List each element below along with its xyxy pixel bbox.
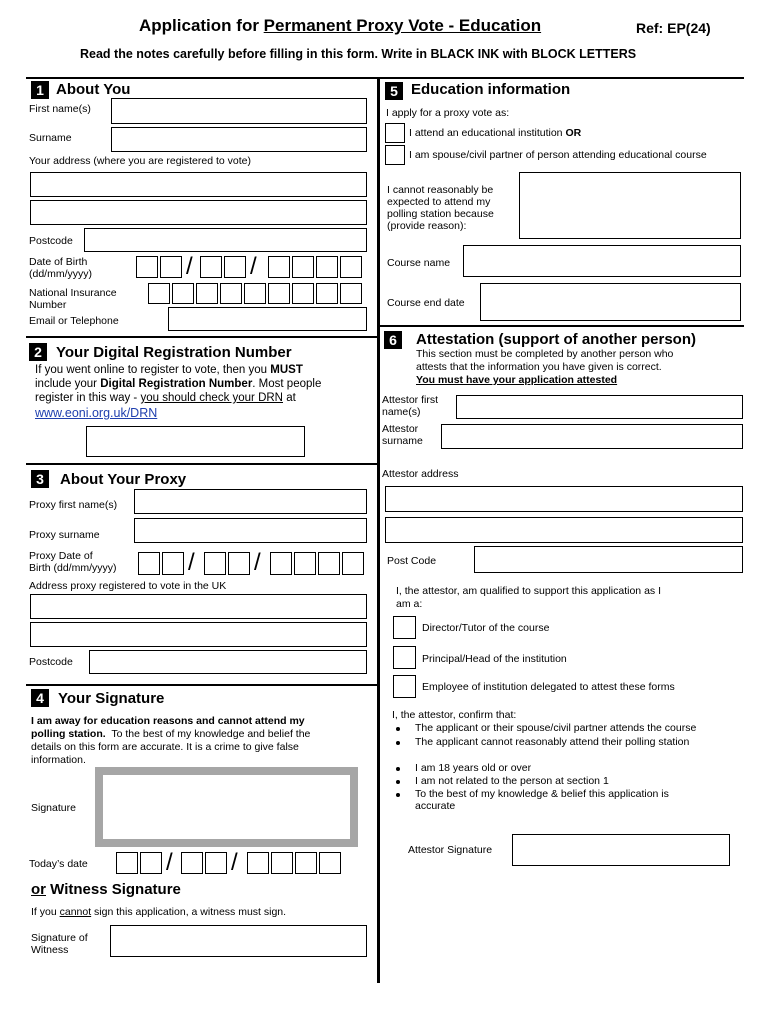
confirm-item-2: The applicant cannot reasonably attend their polling station <box>415 736 690 748</box>
confirm-label: I, the attestor, confirm that: <box>392 709 517 721</box>
dob-month-2[interactable] <box>224 256 246 278</box>
drn-must: MUST <box>270 364 303 376</box>
nin-box[interactable] <box>148 283 170 304</box>
witness-signature-input[interactable] <box>110 925 367 957</box>
witness-cannot: cannot <box>59 906 92 918</box>
employee-option-label: Employee of institution delegated to attest these forms <box>422 681 675 693</box>
section-3-number: 3 <box>31 470 49 488</box>
proxy-address-line-1-input[interactable] <box>30 594 367 619</box>
postcode-input[interactable] <box>84 228 367 252</box>
email-label: Email or Telephone <box>29 315 119 327</box>
first-names-input[interactable] <box>111 98 367 124</box>
declaration-line2 <box>31 728 310 740</box>
nin-box[interactable] <box>196 283 218 304</box>
postcode-label: Postcode <box>29 235 73 247</box>
confirm-item-5 <box>415 788 669 812</box>
date-day-1[interactable] <box>116 852 138 874</box>
s3-bottom-rule <box>26 684 377 686</box>
date-separator: / <box>254 549 261 576</box>
bullet <box>396 780 400 784</box>
nin-box[interactable] <box>268 283 290 304</box>
dob-day-2[interactable] <box>160 256 182 278</box>
center-divider <box>377 78 380 983</box>
reason-line2: expected to attend my <box>387 196 491 208</box>
proxy-dob-year-4[interactable] <box>342 552 364 575</box>
attest-intro-line1: This section must be completed by another person who <box>416 348 674 360</box>
s2-bottom-rule <box>26 463 377 465</box>
s5-bottom-rule <box>380 325 744 327</box>
proxy-address-label: Address proxy registered to vote in the UK <box>29 580 227 592</box>
attestor-address-line-1-input[interactable] <box>385 486 743 512</box>
witness-title <box>31 881 181 898</box>
declaration-line3: details on this form are accurate. It is a crime to give false <box>31 741 299 753</box>
drn-link[interactable]: www.eoni.org.uk/DRN <box>35 406 158 420</box>
declaration-line1: I am away for education reasons and cannot attend my <box>31 715 305 727</box>
date-separator: / <box>186 253 193 280</box>
proxy-dob-month-2[interactable] <box>228 552 250 575</box>
drn-check-underlined: you should check your DRN <box>140 392 283 404</box>
proxy-dob-label <box>29 550 117 574</box>
attestor-postcode-label: Post Code <box>387 555 437 567</box>
attestor-surname-label <box>382 423 423 447</box>
declaration-text: To the best of my knowledge and belief the <box>111 728 311 740</box>
section-2-number: 2 <box>29 343 47 361</box>
date-year-3[interactable] <box>295 852 317 874</box>
witness-instr-c: sign this application, a witness must sign. <box>91 906 287 918</box>
confirm-item-5b: accurate <box>415 800 456 813</box>
director-checkbox[interactable] <box>393 616 416 639</box>
nin-label-line1: National Insurance <box>29 287 117 299</box>
course-end-input[interactable] <box>480 283 741 321</box>
nin-box[interactable] <box>172 283 194 304</box>
attestor-first-names-input[interactable] <box>456 395 743 419</box>
dob-label-line1: Date of Birth <box>29 256 88 268</box>
dob-year-2[interactable] <box>292 256 314 278</box>
address-line-2-input[interactable] <box>30 200 367 225</box>
section-1-title: About You <box>56 81 131 98</box>
attestor-first-names-label <box>382 394 438 418</box>
nin-box[interactable] <box>340 283 362 304</box>
attestor-first-line1: Attestor first <box>382 394 439 406</box>
spouse-checkbox[interactable] <box>385 145 405 165</box>
section-6-title: Attestation (support of another person) <box>416 331 696 348</box>
section-1-number: 1 <box>31 81 49 99</box>
dob-year-4[interactable] <box>340 256 362 278</box>
declaration-bold: polling station. <box>31 728 106 740</box>
witness-instruction <box>31 906 286 918</box>
proxy-first-names-label: Proxy first name(s) <box>29 499 118 511</box>
attestor-signature-label: Attestor Signature <box>408 844 493 856</box>
proxy-dob-year-1[interactable] <box>270 552 292 575</box>
spouse-option-label: I am spouse/civil partner of person attending educational course <box>409 149 707 161</box>
section-2-title: Your Digital Registration Number <box>56 344 292 361</box>
todays-date-label: Today’s date <box>29 858 88 870</box>
student-checkbox[interactable] <box>385 123 405 143</box>
reference-number: Ref: EP(24) <box>636 20 711 36</box>
date-month-1[interactable] <box>181 852 203 874</box>
nin-label <box>29 287 117 311</box>
nin-box[interactable] <box>292 283 314 304</box>
signature-label: Signature <box>31 802 76 814</box>
course-name-input[interactable] <box>463 245 741 277</box>
proxy-dob-day-1[interactable] <box>138 552 160 575</box>
drn-text-line2 <box>35 378 321 391</box>
witness-or: or <box>31 881 46 898</box>
nin-box[interactable] <box>220 283 242 304</box>
section-4-number: 4 <box>31 689 49 707</box>
student-option-text: I attend an educational institution <box>409 127 566 139</box>
top-divider <box>26 77 744 79</box>
reason-input[interactable] <box>519 172 741 239</box>
witness-sig-line2: Witness <box>31 944 69 957</box>
date-year-4[interactable] <box>319 852 341 874</box>
section-5-title: Education information <box>411 81 571 98</box>
attest-intro-line2: attests that the information you have given is correct. <box>416 361 662 373</box>
nin-box[interactable] <box>316 283 338 304</box>
attestor-address-label: Attestor address <box>382 468 459 480</box>
proxy-dob-line2: Birth (dd/mm/yyyy) <box>29 562 117 575</box>
bullet <box>396 741 400 745</box>
address-line-1-input[interactable] <box>30 172 367 197</box>
attestor-postcode-input[interactable] <box>474 546 743 573</box>
first-names-label: First name(s) <box>29 103 91 115</box>
drn-text-2c: . Most people <box>252 378 322 390</box>
signature-input[interactable] <box>103 775 350 839</box>
attestor-surname-line2: surname <box>382 435 423 448</box>
title-underlined: Permanent Proxy Vote - Education <box>263 16 542 35</box>
drn-term: Digital Registration Number <box>100 378 253 390</box>
declaration-line4: information. <box>31 754 86 766</box>
qualified-line2: am a: <box>396 598 423 610</box>
course-name-label: Course name <box>387 257 451 269</box>
dob-day-1[interactable] <box>136 256 158 278</box>
surname-label: Surname <box>29 132 72 144</box>
confirm-item-5a: To the best of my knowledge & belief this application is <box>415 788 669 800</box>
dob-year-1[interactable] <box>268 256 290 278</box>
proxy-dob-month-1[interactable] <box>204 552 226 575</box>
attestor-first-line2: name(s) <box>382 406 421 419</box>
date-separator: / <box>250 253 257 280</box>
attest-required: You must have your application attested <box>416 374 618 386</box>
proxy-address-line-2-input[interactable] <box>30 622 367 647</box>
proxy-dob-line1: Proxy Date of <box>29 550 93 562</box>
date-separator: / <box>166 849 173 876</box>
drn-text-3c: at <box>283 392 296 404</box>
form-title <box>139 16 541 36</box>
attestor-signature-input[interactable] <box>512 834 730 866</box>
confirm-item-3: I am 18 years old or over <box>415 762 532 774</box>
drn-text-3a: register in this way - <box>35 392 141 404</box>
student-option-or: OR <box>565 127 582 139</box>
s1-bottom-rule <box>26 336 377 338</box>
witness-sig-line1: Signature of <box>31 932 88 944</box>
attestor-address-line-2-input[interactable] <box>385 517 743 543</box>
dob-label-line2: (dd/mm/yyyy) <box>29 268 92 281</box>
apply-as-label: I apply for a proxy vote as: <box>386 107 510 119</box>
course-end-label: Course end date <box>387 297 465 309</box>
drn-input[interactable] <box>86 426 305 457</box>
proxy-postcode-label: Postcode <box>29 656 73 668</box>
witness-signature-label <box>31 932 88 956</box>
nin-label-line2: Number <box>29 299 67 312</box>
section-6-number: 6 <box>384 331 402 349</box>
witness-title-text: Witness Signature <box>46 881 181 898</box>
reason-line3: polling station because <box>387 208 494 220</box>
drn-text-line1 <box>35 364 303 377</box>
surname-input[interactable] <box>111 127 367 152</box>
student-option-label <box>409 127 581 139</box>
reason-line1: I cannot reasonably be <box>387 184 494 196</box>
date-year-1[interactable] <box>247 852 269 874</box>
proxy-postcode-input[interactable] <box>89 650 367 674</box>
proxy-dob-year-3[interactable] <box>318 552 340 575</box>
date-month-2[interactable] <box>205 852 227 874</box>
date-year-2[interactable] <box>271 852 293 874</box>
proxy-surname-label: Proxy surname <box>29 529 100 541</box>
proxy-dob-day-2[interactable] <box>162 552 184 575</box>
date-separator: / <box>231 849 238 876</box>
principal-checkbox[interactable] <box>393 646 416 669</box>
date-day-2[interactable] <box>140 852 162 874</box>
principal-option-label: Principal/Head of the institution <box>422 653 567 665</box>
reason-line4: (provide reason): <box>387 220 467 232</box>
section-3-title: About Your Proxy <box>60 471 187 488</box>
section-5-number: 5 <box>385 82 403 100</box>
form-instructions: Read the notes carefully before filling in this form. Write in BLACK INK with BLOCK LETTERS <box>80 47 637 61</box>
bullet <box>396 793 400 797</box>
dob-month-1[interactable] <box>200 256 222 278</box>
witness-instr-a: If you <box>31 906 60 918</box>
dob-year-3[interactable] <box>316 256 338 278</box>
attestor-surname-input[interactable] <box>441 424 743 449</box>
drn-text-line3 <box>35 392 296 405</box>
email-input[interactable] <box>168 307 367 331</box>
director-option-label: Director/Tutor of the course <box>422 622 550 634</box>
qualified-line1: I, the attestor, am qualified to support this application as I <box>396 585 661 597</box>
title-prefix: Application for <box>139 16 264 35</box>
proxy-dob-year-2[interactable] <box>294 552 316 575</box>
drn-text-1a: If you went online to register to vote, then you <box>35 364 271 376</box>
address-label: Your address (where you are registered to vote) <box>29 155 251 167</box>
date-separator: / <box>188 549 195 576</box>
confirm-item-4: I am not related to the person at section 1 <box>415 775 609 787</box>
confirm-item-1: The applicant or their spouse/civil partner attends the course <box>415 722 697 734</box>
nin-box[interactable] <box>244 283 266 304</box>
bullet <box>396 767 400 771</box>
drn-text-2a: include your <box>35 378 101 390</box>
dob-label <box>29 256 92 280</box>
employee-checkbox[interactable] <box>393 675 416 698</box>
bullet <box>396 727 400 731</box>
proxy-surname-input[interactable] <box>134 518 367 543</box>
reason-label <box>387 184 494 232</box>
attestor-surname-line1: Attestor <box>382 423 419 435</box>
proxy-first-names-input[interactable] <box>134 489 367 514</box>
section-4-title: Your Signature <box>58 690 165 707</box>
